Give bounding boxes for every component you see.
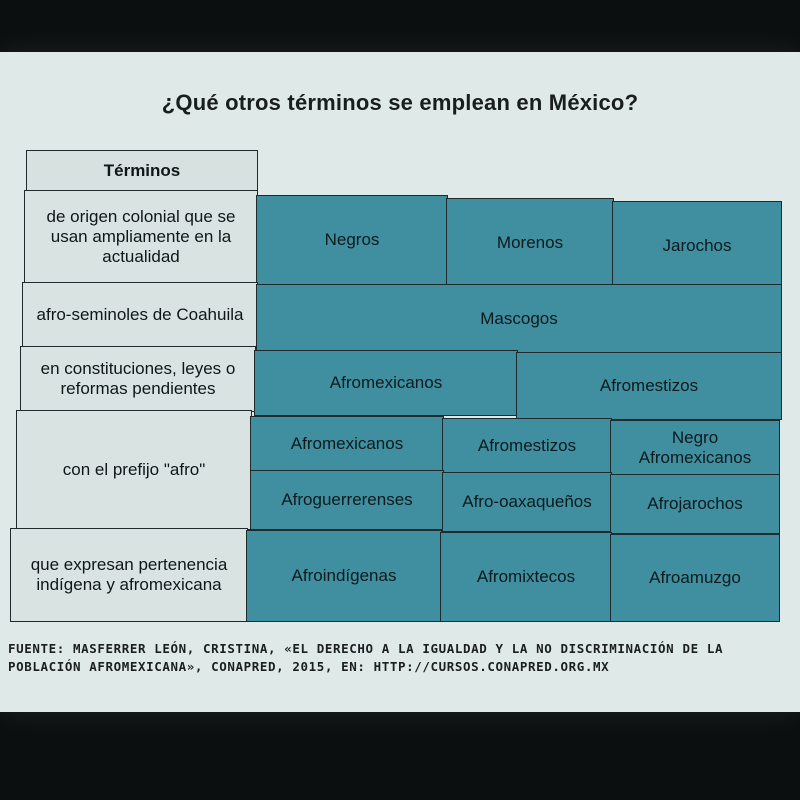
term-afromexicanos: Afromexicanos — [250, 416, 444, 472]
term-afrojarochos: Afrojarochos — [610, 474, 780, 534]
terms-header: Términos — [26, 150, 258, 192]
term-afromestizos: Afromestizos — [442, 418, 612, 474]
term-morenos: Morenos — [446, 198, 614, 289]
term-afroamuzgo: Afroamuzgo — [610, 534, 780, 622]
source-citation — [8, 640, 800, 676]
term-afroguerrerenses: Afroguerrerenses — [250, 470, 444, 530]
row-label-colonial: de origen colonial que se usan ampliamente en la actualidad — [24, 190, 258, 284]
term-afromestizos-ley: Afromestizos — [516, 352, 782, 420]
projected-slide — [0, 52, 800, 712]
source-prefix: FUENTE: — [8, 641, 65, 656]
term-afroindigenas: Afroindígenas — [246, 530, 442, 622]
slide-title: ¿Qué otros términos se emplean en México? — [161, 90, 639, 115]
term-mascogos: Mascogos — [256, 284, 782, 354]
row-label-constituciones: en constituciones, leyes o reformas pendientes — [20, 346, 256, 412]
term-afro-oaxaquenos: Afro-oaxaqueños — [442, 472, 612, 532]
row-label-pertenencia-indigena: que expresan pertenencia indígena y afromexicana — [10, 528, 248, 622]
term-afromixtecos: Afromixtecos — [440, 532, 612, 622]
term-afromexicanos-ley: Afromexicanos — [254, 350, 518, 416]
row-label-prefijo-afro: con el prefijo "afro" — [16, 410, 252, 530]
term-jarochos: Jarochos — [612, 201, 782, 292]
source-line-2: POBLACIÓN AFROMEXICANA», CONAPRED, 2015, EN: HTTP://CURSOS.CONAPRED.ORG.MX — [8, 659, 610, 674]
term-negros: Negros — [256, 195, 448, 286]
source-line-1: MASFERRER LEÓN, CRISTINA, «EL DERECHO A LA IGUALDAD Y LA NO DISCRIMINACIÓN DE LA — [64, 641, 724, 656]
term-negro-afromexicanos: Negro Afromexicanos — [610, 420, 780, 476]
row-label-seminoles: afro-seminoles de Coahuila — [22, 282, 258, 348]
